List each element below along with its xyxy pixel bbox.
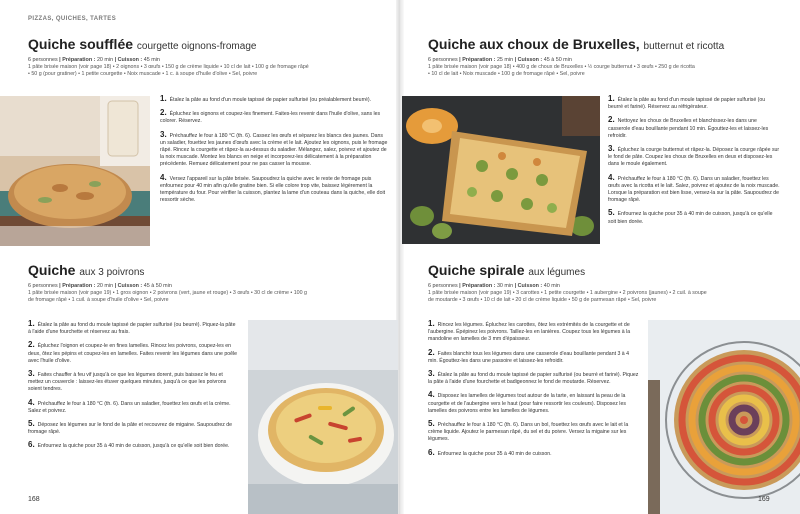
- step: 1. Étalez la pâte au fond d'un moule tapissé de papier sulfurisé (ou beurré et fariné). Réservez au réfrigérateur.: [608, 94, 766, 111]
- left-page: [0, 0, 398, 514]
- step: 4. Préchauffez le four à 180 °C (th. 6). Dans un saladier, fouettez les œufs avec la ricotta et le lait. Salez, poivrez et ajoutez de la noix muscade. Lorsque la préparation est bien lisse, versez-la sur la pâte. Saupoudrez de fromage râpé.: [608, 172, 780, 204]
- title-main: Quiche soufflée: [28, 36, 134, 52]
- recipe-steps: [160, 95, 390, 209]
- step: 6. Enfournez la quiche pour 35 à 40 min de cuisson.: [428, 447, 552, 457]
- quiche-choux-photo: [402, 96, 600, 244]
- title-main: Quiche: [28, 262, 76, 278]
- step: 1. Rincez les légumes. Épluchez les carottes, ôtez les extrémités de la courgette et de l'aubergine. Épépinez les poivrons. Taillez-les en lanières. Coupez tous les légumes à la mandoline en lamelles de 3 mm d'épaisseur.: [428, 319, 631, 343]
- step: 2. Épluchez les oignons et coupez-les finement. Faites-les revenir dans l'huile d'olive, sans les colorer. Réservez.: [160, 108, 381, 125]
- recipe-steps: [608, 95, 780, 231]
- step: 5. Déposez les légumes sur le fond de la pâte et recouvrez de migaine. Saupoudrez de fromage râpé.: [28, 419, 233, 436]
- step: 4. Préchauffez le four à 180 °C (th. 6). Dans un saladier, fouettez les œufs et la crème. Salez et poivrez.: [28, 397, 231, 414]
- recipe-ingredients: 1 pâte brisée maison (voir page 19) • 3 carottes • 1 petite courgette • 1 aubergine • 2 poivrons (jaunes) • 2 cuil. à soupe de moutarde • 3 œufs • 10 cl de lait • 20 cl de crème liquide • 50 g de parmesan râpé • Sel, poivre: [428, 290, 707, 303]
- page-number-right: 169: [758, 496, 770, 503]
- recipe-title-quiche-3-poivrons: [28, 262, 144, 278]
- recipe-ingredients: 1 pâte brisée maison (voir page 18) • 400 g de choux de Bruxelles • ½ courge butternut • 3 œufs • 250 g de ricotta • 10 cl de lait • Noix muscade • 100 g de fromage râpé • Sel, poivre: [428, 64, 695, 77]
- recipe-meta: 6 personnes | Préparation : 25 min | Cuisson : 45 à 50 min: [428, 57, 572, 63]
- recipe-meta: 6 personnes | Préparation : 20 min | Cuisson : 45 min: [28, 57, 160, 63]
- title-sub: courgette oignons-fromage: [136, 41, 257, 52]
- title-sub: aux légumes: [528, 267, 586, 278]
- title-sub: aux 3 poivrons: [79, 267, 145, 278]
- recipe-title-quiche-soufflee: [28, 36, 256, 52]
- quiche-souffle-photo: [0, 96, 150, 246]
- recipe-meta: 6 personnes | Préparation : 20 min | Cuisson : 45 à 50 min: [28, 283, 172, 289]
- recipe-meta: 6 personnes | Préparation : 30 min | Cuisson : 40 min: [428, 283, 560, 289]
- recipe-steps: [428, 320, 640, 463]
- title-sub: butternut et ricotta: [643, 41, 725, 52]
- step: 5. Enfournez la quiche pour 35 à 40 min de cuisson, jusqu'à ce qu'elle soit bien dorée.: [608, 208, 773, 225]
- step: 2. Épluchez l'oignon et coupez-le en fines lamelles. Rincez les poivrons, coupez-les en deux, ôtez les pépins et coupez-les en lamelles. Faites revenir les légumes dans une poêle avec l'huile d'olive.: [28, 340, 238, 364]
- step: 3. Préchauffez le four à 180 °C (th. 6). Cassez les œufs et séparez les blancs des jaunes. Dans un saladier, fouettez les jaunes d'œufs avec la crème et le lait. Ajoutez les oignons, puis le fromage râpé. Rincez la courgette et râpez-la au-dessus du saladier. Mélangez, salez, poivrez et ajoutez de la noix muscade. Montez les blancs en neige et incorporez-les délicatement à la préparation précédente. Remuez délicatement pour ne pas casser la mousse.: [160, 129, 388, 168]
- recipe-title-quiche-spirale: [428, 262, 585, 278]
- step: 4. Versez l'appareil sur la pâte brisée. Saupoudrez la quiche avec le reste de fromage puis enfournez pour 40 min afin qu'elle gratine bien. Si elle colore trop vite, baissez légèrement la température du four. Pour vérifier la cuisson, plantez la lame d'un couteau dans la quiche, elle doit ressortir sèche.: [160, 172, 386, 204]
- step: 3. Épluchez la courge butternut et râpez-la. Déposez la courge râpée sur le fond de pâte. Coupez les choux de Bruxelles en deux et disposez-les dans le moule également.: [608, 144, 780, 168]
- step: 6. Enfournez la quiche pour 35 à 40 min de cuisson, jusqu'à ce qu'elle soit bien dorée.: [28, 440, 230, 450]
- page-number-left: 168: [28, 496, 40, 503]
- step: 2. Faites blanchir tous les légumes dans une casserole d'eau bouillante pendant 3 à 4 min. Égouttez-les dans une passoire et laissez-les refroidir.: [428, 347, 629, 364]
- title-main: Quiche aux choux de Bruxelles,: [428, 36, 640, 52]
- right-page: [402, 0, 800, 514]
- step: 1. Étalez la pâte au fond d'un moule tapissé de papier sulfurisé (ou préalablement beurré).: [160, 94, 372, 103]
- recipe-ingredients: 1 pâte brisée maison (voir page 19) • 1 gros oignon • 2 poivrons (vert, jaune et rouge) • 3 œufs • 30 cl de crème • 100 g de fromage râpé • 1 cuil. à soupe d'huile d'olive • Sel, poivre: [28, 290, 307, 303]
- section-label: PIZZAS, QUICHES, TARTES: [28, 16, 117, 22]
- step: 3. Étalez la pâte au fond du moule tapissé de papier sulfurisé (ou beurré et fariné). Piquez la pâte à l'aide d'une fourchette et badigeonnez le fond de moutarde. Réservez.: [428, 369, 639, 386]
- quiche-spirale-photo: [648, 320, 800, 514]
- recipe-steps: [28, 320, 238, 456]
- recipe-ingredients: 1 pâte brisée maison (voir page 18) • 2 oignons • 3 œufs • 150 g de crème liquide • 10 cl de lait • 100 g de fromage râpé • 50 g (pour gratiner) • 1 petite courgette • Noix muscade • 1 c. à soupe d'huile d'olive • Sel, poivre: [28, 64, 309, 77]
- step: 3. Faites chauffer à feu vif jusqu'à ce que les légumes dorent, puis baissez le feu et mettez un couvercle : laissez-les étuver quelques minutes, jusqu'à ce que les poivrons soient tendres.: [28, 369, 227, 393]
- step: 5. Préchauffez le four à 180 °C (th. 6). Dans un bol, fouettez les œufs avec le lait et la crème liquide. Ajoutez le parmesan râpé, du sel et du poivre. Versez la migaine sur les légumes.: [428, 419, 629, 443]
- quiche-poivrons-photo: [248, 320, 398, 514]
- recipe-title-quiche-choux-bruxelles: [428, 36, 724, 52]
- step: 1. Étalez la pâte au fond du moule tapissé de papier sulfurisé (ou beurré). Piquez-la pâte à l'aide d'une fourchette et réservez au frais.: [28, 319, 236, 336]
- step: 2. Nettoyez les choux de Bruxelles et blanchissez-les dans une casserole d'eau bouillante pendant 10 min. Égouttez-les et laissez-les refroidir.: [608, 115, 769, 139]
- step: 4. Disposez les lamelles de légumes tout autour de la tarte, en laissant la peau de la courgette et de l'aubergine vers le haut (pour faire ressortir les couleurs). Disposez les lamelles des poivrons entre les lamelles de légumes.: [428, 390, 626, 414]
- title-main: Quiche spirale: [428, 262, 525, 278]
